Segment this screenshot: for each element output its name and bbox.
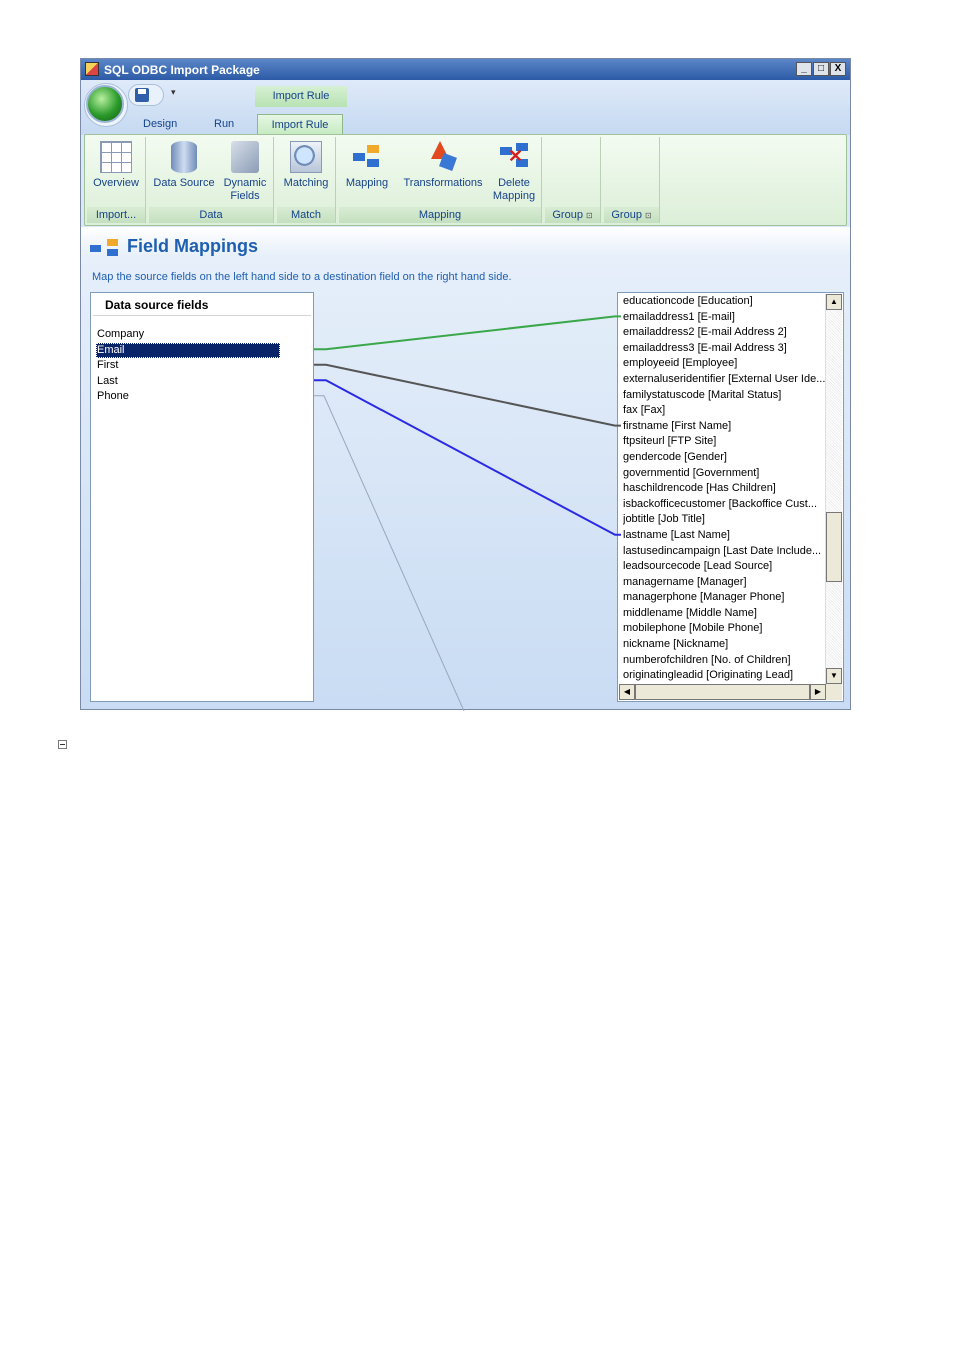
source-fields-header: Data source fields — [105, 298, 209, 312]
destination-field-item[interactable]: originatingleadid [Originating Lead] — [623, 669, 794, 682]
tab-import-rule[interactable]: Import Rule — [257, 114, 343, 134]
delete-mapping-label: Delete Mapping — [492, 177, 536, 202]
delete-mapping-icon — [498, 141, 530, 173]
database-icon — [171, 141, 197, 173]
scroll-left-icon[interactable]: ◀ — [619, 684, 635, 700]
quick-access-dropdown-icon[interactable]: ▾ — [171, 87, 176, 97]
source-field-item[interactable]: Last — [97, 374, 118, 387]
delete-mapping-button[interactable] — [489, 139, 539, 203]
group-empty-1 — [545, 137, 601, 223]
page-title: Field Mappings — [127, 236, 259, 256]
scroll-down-icon[interactable]: ▼ — [826, 668, 842, 684]
group-label-group-1[interactable] — [545, 207, 600, 223]
data-source-label: Data Source — [153, 177, 215, 189]
transformations-label: Transformations — [403, 177, 483, 189]
tab-design[interactable]: Design — [143, 118, 178, 130]
destination-field-item[interactable]: employeeid [Employee] — [623, 357, 738, 370]
mapping-line[interactable] — [314, 380, 621, 535]
mapping-line[interactable] — [314, 365, 621, 426]
mapping-label: Mapping — [345, 177, 389, 189]
close-button[interactable]: X — [830, 62, 846, 76]
destination-field-item[interactable]: nickname [Nickname] — [623, 638, 729, 651]
destination-field-item[interactable]: governmentid [Government] — [623, 466, 760, 479]
mapping-line[interactable] — [314, 316, 621, 349]
group-label-import: Import... — [87, 207, 145, 223]
destination-field-item[interactable]: leadsourcecode [Lead Source] — [623, 560, 773, 573]
matching-label: Matching — [283, 177, 329, 189]
destination-field-item[interactable]: numberofchildren [No. of Children] — [623, 653, 791, 666]
overview-button[interactable] — [88, 139, 144, 190]
source-field-item[interactable]: Phone — [97, 390, 129, 402]
destination-field-item[interactable]: emailaddress2 [E-mail Address 2] — [623, 326, 787, 339]
field-mappings-icon — [90, 237, 120, 257]
vertical-scroll-thumb[interactable] — [826, 512, 842, 582]
window-title: SQL ODBC Import Package — [104, 63, 260, 77]
destination-field-item[interactable]: externaluseridentifier [External User Ide... — [623, 372, 826, 385]
import-package-window — [80, 58, 851, 710]
dynamic-fields-button[interactable] — [219, 139, 271, 203]
group-1-label-text: Group — [552, 209, 583, 221]
group-label-data: Data — [149, 207, 273, 223]
magnifier-icon — [290, 141, 322, 173]
maximize-button[interactable]: □ — [813, 62, 829, 76]
destination-fields-list — [623, 294, 826, 684]
group-empty-2 — [604, 137, 660, 223]
destination-field-item[interactable]: managername [Manager] — [623, 575, 747, 588]
mapping-icon — [351, 141, 383, 173]
destination-field-item[interactable]: lastusedincampaign [Last Date Include... — [623, 544, 822, 557]
destination-field-item[interactable]: emailaddress3 [E-mail Address 3] — [623, 341, 787, 354]
document-icon — [231, 141, 259, 173]
page-description: Map the source fields on the left hand side to a destination field on the right hand side. — [92, 271, 512, 283]
title-bar — [81, 59, 850, 80]
transformations-icon — [427, 141, 459, 173]
destination-field-item[interactable]: firstname [First Name] — [623, 419, 732, 432]
field-mappings-content — [81, 227, 850, 709]
mapping-line[interactable] — [314, 396, 464, 711]
ribbon-panel — [84, 134, 847, 226]
grid-icon — [100, 141, 132, 173]
destination-field-item[interactable]: haschildrencode [Has Children] — [623, 482, 776, 495]
destination-field-item[interactable]: managerphone [Manager Phone] — [623, 591, 785, 604]
matching-button[interactable] — [279, 139, 333, 190]
scrollbar-corner — [826, 684, 842, 700]
ribbon-tab-strip — [81, 80, 850, 135]
destination-field-item[interactable]: educationcode [Education] — [623, 295, 753, 307]
source-field-item[interactable]: Email — [96, 343, 280, 359]
scroll-up-icon[interactable]: ▲ — [826, 294, 842, 310]
destination-field-item[interactable]: middlename [Middle Name] — [623, 606, 757, 619]
destination-field-item[interactable]: isbackofficecustomer [Backoffice Cust... — [623, 497, 818, 510]
destination-field-item[interactable]: familystatuscode [Marital Status] — [623, 388, 782, 401]
mapping-button[interactable] — [341, 139, 393, 190]
collapse-toggle-icon[interactable] — [58, 740, 67, 749]
scroll-right-icon[interactable]: ▶ — [810, 684, 826, 700]
destination-field-item[interactable]: emailaddress1 [E-mail] — [623, 310, 735, 323]
group-match — [277, 137, 336, 223]
vertical-scrollbar[interactable] — [825, 294, 842, 684]
dynamic-fields-label: Dynamic Fields — [223, 177, 267, 202]
source-field-item[interactable]: First — [97, 359, 119, 371]
source-field-item[interactable]: Company — [97, 328, 145, 340]
application-orb-button[interactable] — [86, 85, 124, 123]
source-fields-list — [96, 327, 280, 405]
tab-run[interactable]: Run — [214, 118, 235, 130]
source-fields-panel — [90, 292, 314, 702]
minimize-button[interactable]: _ — [796, 62, 812, 76]
destination-field-item[interactable]: lastname [Last Name] — [623, 528, 730, 541]
group-2-label-text: Group — [611, 209, 642, 221]
overview-label: Overview — [93, 177, 139, 189]
horizontal-scroll-thumb[interactable] — [635, 684, 810, 700]
group-label-group-2[interactable] — [604, 207, 659, 223]
save-icon[interactable] — [135, 88, 149, 102]
header-divider — [93, 315, 311, 316]
group-label-match: Match — [277, 207, 335, 223]
destination-field-item[interactable]: fax [Fax] — [623, 404, 666, 417]
group-mapping — [339, 137, 542, 223]
app-icon — [85, 62, 99, 76]
group-label-mapping: Mapping — [339, 207, 541, 223]
dialog-launcher-icon[interactable]: ⊡ — [644, 211, 652, 220]
group-data — [149, 137, 274, 223]
context-tab-header: Import Rule — [255, 86, 347, 107]
dialog-launcher-icon[interactable]: ⊡ — [585, 211, 593, 220]
destination-field-item[interactable]: gendercode [Gender] — [623, 450, 727, 463]
destination-fields-panel — [617, 292, 844, 702]
data-source-button[interactable] — [151, 139, 217, 190]
transformations-button[interactable] — [397, 139, 489, 190]
destination-field-item[interactable]: jobtitle [Job Title] — [623, 513, 705, 526]
horizontal-scrollbar[interactable] — [619, 684, 826, 700]
destination-field-item[interactable]: mobilephone [Mobile Phone] — [623, 622, 763, 635]
group-import — [87, 137, 146, 223]
destination-field-item[interactable]: ftpsiteurl [FTP Site] — [623, 435, 717, 448]
